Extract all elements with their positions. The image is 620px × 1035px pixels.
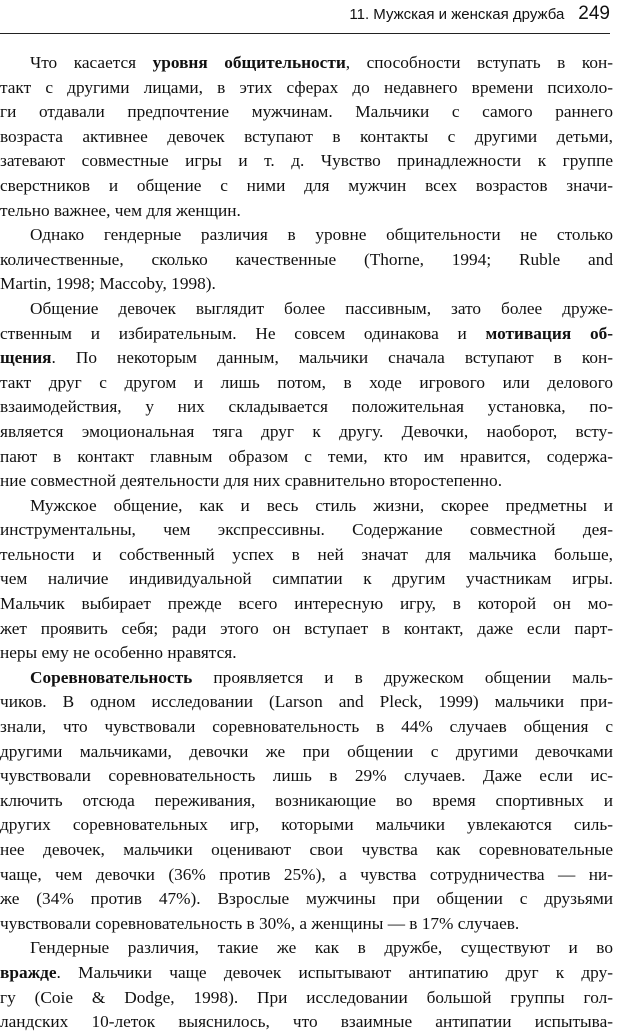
text-line bbox=[0, 322, 613, 347]
text-run: сверстников и общение с ними для мужчин всех возрастов значи- bbox=[0, 175, 613, 195]
text-run: проявляется и в дружеском общении маль- bbox=[192, 667, 613, 687]
text-line bbox=[0, 863, 613, 888]
text-line bbox=[0, 592, 613, 617]
text-line bbox=[0, 666, 613, 691]
text-line bbox=[0, 518, 613, 543]
text-run: Однако гендерные различия в уровне общительности не столько bbox=[30, 225, 613, 245]
text-run: же (34% против 47%). Взрослые мужчины при общении с друзьями bbox=[0, 889, 613, 909]
text-run: . По некоторым данным, мальчики сначала вступают в кон- bbox=[51, 348, 613, 368]
text-run: гу (Coie & Dodge, 1998). При исследовании большой группы гол- bbox=[0, 987, 613, 1007]
text-line bbox=[0, 567, 613, 592]
bold-term: Соревновательность bbox=[30, 667, 193, 687]
text-line bbox=[0, 764, 613, 789]
text-line bbox=[0, 223, 613, 248]
text-run: нее девочек, мальчики оценивают свои чувства как соревновательные bbox=[0, 840, 613, 859]
text-line bbox=[0, 371, 613, 396]
text-run: чем наличие индивидуальной симпатии к другим участникам игры. bbox=[0, 569, 613, 589]
text-run: взаимодействия, у них складывается положительная установка, по- bbox=[0, 397, 613, 417]
text-run: другими мальчиками, девочки же при общении с другими девочками bbox=[0, 741, 613, 761]
text-run: Мужское общение, как и весь стиль жизни, скорее предметны и bbox=[30, 495, 613, 515]
text-run: чаще, чем девочки (36% против 25%), а чувства сотрудничества — ни- bbox=[0, 864, 613, 884]
text-run: чувствовали соревновательность лишь в 29% случаев. Даже если ис- bbox=[0, 766, 613, 786]
running-head bbox=[0, 3, 610, 33]
text-line bbox=[0, 174, 613, 199]
bold-term: мотивация об- bbox=[485, 323, 613, 343]
text-run: ключить отсюда переживания, возникающие во время спортивных и bbox=[0, 790, 613, 810]
text-run: ственным и избирательным. Не совсем одинакова и bbox=[0, 323, 486, 343]
text-line bbox=[0, 641, 613, 666]
text-line bbox=[0, 469, 613, 494]
text-run: Общение девочек выглядит более пассивным, зато более друже- bbox=[30, 298, 613, 318]
text-run: тельности и собственный успех в ней значат для мальчика больше, bbox=[0, 544, 613, 564]
text-line bbox=[0, 297, 613, 322]
text-run: Гендерные различия, такие же как в дружбе, существуют и во bbox=[30, 938, 613, 958]
text-run: других соревновательных игр, которыми мальчики увлекаются силь- bbox=[0, 815, 613, 835]
text-run: Мальчик выбирает прежде всего интересную игру, в которой он мо- bbox=[0, 594, 613, 614]
text-line bbox=[0, 961, 613, 986]
bold-term: вражде bbox=[0, 962, 57, 982]
header-rule bbox=[0, 33, 610, 34]
text-run: Martin, 1998; Maccoby, 1998). bbox=[0, 274, 216, 294]
text-line bbox=[0, 715, 613, 740]
text-run: ние совместной деятельности для них сравнительно второстепенно. bbox=[0, 471, 503, 491]
text-line bbox=[0, 740, 613, 765]
text-line bbox=[0, 912, 613, 937]
text-run: ландских 10-леток выяснилось, что взаимные антипатии испытыва- bbox=[0, 1012, 613, 1032]
text-line bbox=[0, 690, 613, 715]
page-number: 249 bbox=[578, 3, 610, 24]
text-line bbox=[0, 813, 613, 838]
text-line bbox=[0, 789, 613, 814]
text-run: знали, что чувствовали соревновательность в 44% случаев общения с bbox=[0, 717, 613, 737]
text-line bbox=[0, 272, 613, 297]
text-line bbox=[0, 986, 613, 1011]
text-run: является эмоциональная тяга друг к другу. Девочки, наоборот, всту- bbox=[0, 421, 613, 441]
text-run: ги отдавали предпочтение мужчинам. Мальчики с самого раннего bbox=[0, 102, 613, 122]
text-line bbox=[0, 248, 613, 273]
text-line bbox=[0, 125, 613, 150]
text-line bbox=[0, 936, 613, 961]
bold-term: уровня общительности bbox=[152, 53, 346, 72]
text-line bbox=[0, 199, 613, 224]
text-line bbox=[0, 76, 613, 101]
text-line bbox=[0, 420, 613, 445]
body-text bbox=[0, 51, 613, 1035]
text-run: Что касается bbox=[30, 53, 153, 72]
text-line bbox=[0, 100, 613, 125]
text-line bbox=[0, 51, 613, 76]
text-line bbox=[0, 838, 613, 863]
text-line bbox=[0, 543, 613, 568]
text-line bbox=[0, 395, 613, 420]
text-run: тельно важнее, чем для женщин. bbox=[0, 200, 241, 220]
text-run: возраста активнее девочек вступают в контакты с другими детьми, bbox=[0, 126, 613, 146]
text-run: такт с другими лицами, в этих сферах до недавнего времени психоло- bbox=[0, 77, 613, 97]
text-line bbox=[0, 887, 613, 912]
text-run: неры ему не особенно нравятся. bbox=[0, 643, 237, 663]
text-run: жет проявить себя; ради этого он вступает в контакт, даже если парт- bbox=[0, 618, 613, 638]
text-run: пают в контакт главным образом с теми, кто им нравится, содержа- bbox=[0, 446, 613, 466]
text-run: чиков. В одном исследовании (Larson and Pleck, 1999) мальчики при- bbox=[0, 692, 613, 712]
text-run: . Мальчики чаще девочек испытывают антипатию друг к дру- bbox=[56, 962, 613, 982]
chapter-title: 11. Мужская и женская дружба bbox=[349, 6, 565, 23]
text-run: такт друг с другом и лишь потом, в ходе игрового или делового bbox=[0, 372, 613, 392]
text-line bbox=[0, 149, 613, 174]
text-run: затевают совместные игры и т. д. Чувство принадлежности к группе bbox=[0, 151, 613, 171]
text-run: инструментальны, чем экспрессивны. Содержание совместной дея- bbox=[0, 520, 613, 540]
text-line bbox=[0, 617, 613, 642]
text-line bbox=[0, 494, 613, 519]
text-run: чувствовали соревновательность в 30%, а женщины — в 17% случаев. bbox=[0, 913, 520, 933]
bold-term: щения bbox=[0, 348, 52, 368]
text-line bbox=[0, 445, 613, 470]
text-line bbox=[0, 346, 613, 371]
text-run: количественные, сколько качественные (Thorne, 1994; Ruble and bbox=[0, 249, 613, 269]
text-line bbox=[0, 1010, 613, 1035]
text-run: , способности вступать в кон- bbox=[345, 53, 613, 72]
